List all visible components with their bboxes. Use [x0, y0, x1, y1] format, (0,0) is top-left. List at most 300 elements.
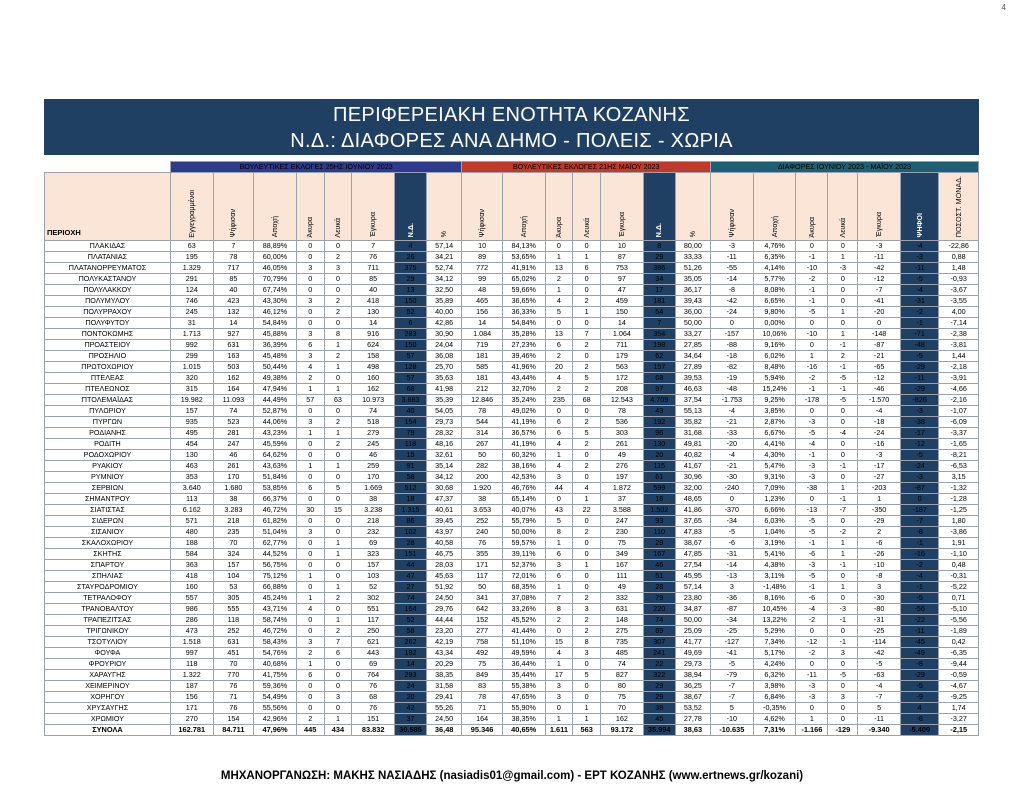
table-cell: 935: [170, 417, 213, 428]
diff-cell: 9,31%: [753, 472, 796, 483]
nd-vote-diff-cell: -7: [900, 516, 938, 527]
nd-votes-cell: 47: [395, 571, 427, 582]
diff-cell: -3,27: [939, 714, 979, 725]
table-cell: 27,23%: [502, 340, 545, 351]
nd-vote-diff-cell: -45: [900, 637, 938, 648]
diff-cell: -3,81: [939, 340, 979, 351]
column-header-label: Έγκυρα: [874, 212, 884, 238]
diff-cell: -26: [858, 549, 901, 560]
table-cell: 40,00: [427, 307, 462, 318]
diff-cell: -20: [858, 307, 901, 318]
diff-cell: -9,44: [939, 659, 979, 670]
table-cell: 80,00: [675, 241, 710, 252]
diff-cell: -3: [828, 604, 858, 615]
table-row: [45, 604, 979, 615]
diff-cell: -178: [796, 395, 828, 406]
diff-cell: -3: [796, 692, 828, 703]
column-header-row: [45, 173, 979, 241]
table-cell: 30,96: [675, 472, 710, 483]
table-cell: 2: [324, 307, 352, 318]
diff-cell: 4,76%: [753, 241, 796, 252]
diff-cell: -2,38: [939, 329, 979, 340]
region-name: ΣΚΑΛΟΧΩΡΙΟΥ: [45, 538, 171, 549]
table-cell: 418: [352, 296, 395, 307]
table-cell: 0: [296, 252, 324, 263]
column-header: [462, 173, 503, 241]
table-cell: 118: [170, 659, 213, 670]
nd-vote-diff-cell: -38: [900, 417, 938, 428]
table-cell: 78: [213, 252, 254, 263]
nd-vote-diff-cell: -1: [900, 582, 938, 593]
diff-cell: 1: [828, 538, 858, 549]
nd-votes-cell: 79: [395, 428, 427, 439]
diff-cell: -7,14: [939, 318, 979, 329]
nd-vote-diff-cell: -22: [900, 615, 938, 626]
table-cell: 1: [324, 615, 352, 626]
table-cell: 2: [324, 626, 352, 637]
table-cell: 0: [324, 285, 352, 296]
table-cell: 65,14%: [502, 494, 545, 505]
table-cell: 158: [352, 351, 395, 362]
nd-vote-diff-cell: -11: [900, 626, 938, 637]
diff-cell: -1: [796, 582, 828, 593]
table-row: [45, 637, 979, 648]
diff-cell: -5,10: [939, 604, 979, 615]
diff-cell: 0: [828, 593, 858, 604]
region-name: ΣΤΑΥΡΟΔΡΟΜΙΟΥ: [45, 582, 171, 593]
table-cell: 299: [170, 351, 213, 362]
region-name: ΡΟΔΙΑΝΗΣ: [45, 428, 171, 439]
table-cell: 23,20: [427, 626, 462, 637]
table-cell: 45,88%: [254, 329, 297, 340]
table-cell: 76: [462, 538, 503, 549]
region-name: ΠΟΛΥΡΡΑΧΟΥ: [45, 307, 171, 318]
table-cell: 40,07%: [502, 505, 545, 516]
table-cell: 0: [324, 494, 352, 505]
region-name: ΣΕΡΒΙΩΝ: [45, 483, 171, 494]
diff-cell: -114: [858, 637, 901, 648]
table-cell: 35,44%: [502, 670, 545, 681]
table-cell: 423: [213, 296, 254, 307]
column-header: [395, 173, 427, 241]
table-cell: 45,59%: [254, 439, 297, 450]
table-cell: 631: [213, 340, 254, 351]
diff-cell: -25: [711, 626, 754, 637]
diff-cell: 1: [828, 483, 858, 494]
table-cell: 80: [601, 681, 644, 692]
diff-cell: -5: [796, 428, 828, 439]
diff-cell: -19: [711, 373, 754, 384]
table-cell: 70: [213, 659, 254, 670]
table-cell: 35,82: [675, 417, 710, 428]
table-cell: 44,06%: [254, 417, 297, 428]
table-cell: 152: [462, 615, 503, 626]
diff-cell: 10,06%: [753, 329, 796, 340]
table-row: [45, 395, 979, 406]
nd-votes-cell: 151: [395, 549, 427, 560]
table-cell: 746: [170, 296, 213, 307]
table-cell: 45,63: [427, 571, 462, 582]
table-cell: 31: [170, 318, 213, 329]
column-header: [601, 173, 644, 241]
nd-vote-diff-cell: -5: [900, 351, 938, 362]
diff-cell: 0: [796, 406, 828, 417]
table-cell: 0: [545, 241, 573, 252]
table-cell: 315: [170, 384, 213, 395]
diff-cell: 0: [828, 626, 858, 637]
table-cell: 51,04%: [254, 527, 297, 538]
diff-cell: -13: [711, 571, 754, 582]
table-cell: 78: [601, 406, 644, 417]
diff-cell: 1,44: [939, 351, 979, 362]
table-cell: 49,02%: [502, 406, 545, 417]
table-cell: 93.172: [601, 725, 644, 736]
table-cell: 45,24%: [254, 593, 297, 604]
table-cell: 0: [324, 516, 352, 527]
table-cell: 58,74%: [254, 615, 297, 626]
table-cell: 57: [296, 395, 324, 406]
table-cell: 42,19: [427, 637, 462, 648]
table-cell: 170: [213, 472, 254, 483]
table-cell: 0: [573, 681, 601, 692]
table-cell: 55,90%: [502, 703, 545, 714]
diff-cell: 8,16%: [753, 593, 796, 604]
diff-cell: -1,48%: [753, 582, 796, 593]
table-row: [45, 516, 979, 527]
table-cell: 0: [296, 439, 324, 450]
table-cell: 0: [545, 626, 573, 637]
table-cell: 55,13: [675, 406, 710, 417]
diff-cell: -1.166: [796, 725, 828, 736]
table-cell: 0: [296, 516, 324, 527]
diff-cell: -1,10: [939, 549, 979, 560]
table-cell: 68: [352, 692, 395, 703]
table-cell: 43: [545, 505, 573, 516]
table-cell: 0: [296, 307, 324, 318]
table-cell: 349: [601, 549, 644, 560]
nd-votes-cell: 283: [395, 329, 427, 340]
nd-votes-cell: 57: [395, 373, 427, 384]
nd-votes-cell: 241: [643, 648, 675, 659]
nd-votes-cell: 198: [643, 340, 675, 351]
diff-cell: -34: [711, 516, 754, 527]
table-row: [45, 461, 979, 472]
diff-cell: 0: [828, 285, 858, 296]
table-cell: 2: [545, 351, 573, 362]
table-cell: 53: [213, 582, 254, 593]
diff-cell: 0: [828, 241, 858, 252]
table-cell: 1: [545, 659, 573, 670]
table-cell: 27,89: [675, 362, 710, 373]
table-row: [45, 241, 979, 252]
nd-vote-diff-cell: -3: [900, 472, 938, 483]
table-cell: 14: [213, 318, 254, 329]
table-cell: 557: [170, 593, 213, 604]
nd-votes-cell: 62: [643, 351, 675, 362]
diff-cell: -46: [858, 384, 901, 395]
table-cell: 148: [601, 615, 644, 626]
diff-cell: -1: [828, 461, 858, 472]
column-header-label: Λευκά: [581, 217, 591, 238]
table-cell: 43,63%: [254, 461, 297, 472]
region-name: ΧΟΡΗΓΟΥ: [45, 692, 171, 703]
diff-cell: 5,77%: [753, 274, 796, 285]
table-cell: 0: [573, 285, 601, 296]
nd-votes-cell: 68: [643, 373, 675, 384]
diff-cell: -0,59: [939, 670, 979, 681]
diff-cell: 7,31%: [753, 725, 796, 736]
table-cell: 24,50: [427, 593, 462, 604]
diff-cell: 0: [828, 681, 858, 692]
table-cell: 36,17: [675, 285, 710, 296]
diff-cell: -1.753: [711, 395, 754, 406]
table-cell: 157: [170, 406, 213, 417]
table-cell: 485: [601, 648, 644, 659]
nd-votes-cell: 46: [643, 560, 675, 571]
region-name: ΤΡΙΓΩΝΙΚΟΥ: [45, 626, 171, 637]
table-cell: 31,68: [675, 428, 710, 439]
table-cell: 43,34: [427, 648, 462, 659]
diff-cell: -31: [711, 549, 754, 560]
table-row: [45, 692, 979, 703]
table-cell: 29,76: [427, 604, 462, 615]
table-cell: 1: [545, 714, 573, 725]
nd-votes-cell: 18: [643, 494, 675, 505]
nd-votes-cell: 154: [395, 417, 427, 428]
diff-cell: -11: [796, 670, 828, 681]
region-name: ΠΟΛΥΚΑΣΤΑΝΟΥ: [45, 274, 171, 285]
diff-cell: 8,48%: [753, 362, 796, 373]
table-cell: 631: [601, 604, 644, 615]
table-cell: 523: [213, 417, 254, 428]
nd-votes-cell: 29: [643, 681, 675, 692]
table-cell: 7: [545, 593, 573, 604]
nd-vote-diff-cell: -3: [900, 252, 938, 263]
table-cell: 303: [601, 428, 644, 439]
table-cell: 52,74: [427, 263, 462, 274]
table-cell: 0: [296, 549, 324, 560]
nd-vote-diff-cell: -5: [900, 274, 938, 285]
region-name: ΣΚΗΤΗΣ: [45, 549, 171, 560]
table-cell: 764: [352, 670, 395, 681]
diff-cell: -5: [711, 527, 754, 538]
table-cell: 6: [545, 571, 573, 582]
nd-votes-cell: 35.994: [643, 725, 675, 736]
nd-votes-cell: 26: [395, 252, 427, 263]
region-name: ΡΥΑΚΙΟΥ: [45, 461, 171, 472]
table-cell: 1: [296, 571, 324, 582]
diff-cell: -5: [796, 307, 828, 318]
table-cell: 1: [545, 450, 573, 461]
nd-vote-diff-cell: -29: [900, 362, 938, 373]
table-cell: 6: [545, 428, 573, 439]
nd-votes-cell: 29: [643, 252, 675, 263]
diff-cell: 8,08%: [753, 285, 796, 296]
diff-cell: 0: [711, 494, 754, 505]
table-cell: 32,61: [427, 450, 462, 461]
table-cell: 2: [573, 461, 601, 472]
table-cell: 1: [545, 285, 573, 296]
table-cell: 3: [545, 472, 573, 483]
table-cell: 187: [170, 681, 213, 692]
table-cell: 1: [545, 582, 573, 593]
column-header-label: ΨΗΦΟΙ: [914, 212, 924, 238]
table-row: [45, 329, 979, 340]
table-cell: 0: [296, 285, 324, 296]
table-cell: 34,12: [427, 274, 462, 285]
diff-cell: -3: [858, 241, 901, 252]
table-cell: 8: [573, 637, 601, 648]
table-row: [45, 659, 979, 670]
table-cell: 0: [324, 274, 352, 285]
table-cell: 551: [352, 604, 395, 615]
table-cell: 38: [213, 494, 254, 505]
nd-votes-cell: 512: [395, 483, 427, 494]
table-cell: 59,57%: [502, 538, 545, 549]
table-cell: 95.346: [462, 725, 503, 736]
table-cell: 162: [601, 714, 644, 725]
table-cell: 1: [573, 307, 601, 318]
table-row: [45, 285, 979, 296]
nd-vote-diff-cell: -29: [900, 670, 938, 681]
table-cell: 49,81: [675, 439, 710, 450]
table-cell: 179: [601, 351, 644, 362]
diff-cell: 9,25%: [753, 395, 796, 406]
table-cell: 33,33: [675, 252, 710, 263]
table-cell: 827: [601, 670, 644, 681]
table-cell: 0: [296, 582, 324, 593]
diff-cell: -2: [796, 373, 828, 384]
table-cell: 480: [170, 527, 213, 538]
table-cell: 40,58: [427, 538, 462, 549]
diff-cell: -48: [711, 384, 754, 395]
diff-cell: -4: [796, 604, 828, 615]
table-cell: 87: [601, 252, 644, 263]
diff-cell: -4: [858, 681, 901, 692]
table-cell: 445: [296, 725, 324, 736]
diff-cell: 0,42: [939, 637, 979, 648]
table-cell: 2: [296, 714, 324, 725]
table-cell: 711: [601, 340, 644, 351]
table-cell: 1: [324, 582, 352, 593]
nd-votes-cell: 110: [643, 527, 675, 538]
nd-vote-diff-cell: -8: [900, 659, 938, 670]
region-name: ΠΟΛΥΛΑΚΚΟΥ: [45, 285, 171, 296]
table-cell: 17: [545, 670, 573, 681]
table-cell: 104: [213, 571, 254, 582]
table-cell: 2: [573, 439, 601, 450]
nd-votes-cell: 3.883: [395, 395, 427, 406]
table-row: [45, 714, 979, 725]
table-row: [45, 527, 979, 538]
table-cell: 47,37: [427, 494, 462, 505]
table-cell: 235: [545, 395, 573, 406]
table-cell: 6: [296, 340, 324, 351]
diff-cell: 3: [828, 692, 858, 703]
table-cell: 0: [296, 538, 324, 549]
table-cell: 14: [352, 318, 395, 329]
table-cell: 29,73: [675, 659, 710, 670]
nd-votes-cell: 97: [643, 384, 675, 395]
column-header-label: Έγκυρα: [368, 212, 378, 238]
nd-votes-cell: 29: [643, 692, 675, 703]
table-cell: 4: [296, 604, 324, 615]
diff-cell: 1: [796, 714, 828, 725]
diff-cell: -5,22: [939, 582, 979, 593]
table-cell: 0: [296, 703, 324, 714]
table-row: [45, 307, 979, 318]
diff-cell: -4: [828, 428, 858, 439]
table-cell: 66,37%: [254, 494, 297, 505]
table-cell: 41,86: [675, 505, 710, 516]
table-cell: 36,65%: [502, 296, 545, 307]
table-cell: 1: [324, 461, 352, 472]
table-cell: 35,14: [427, 461, 462, 472]
table-cell: 7: [324, 637, 352, 648]
nd-votes-cell: 24: [395, 681, 427, 692]
table-cell: 1: [573, 703, 601, 714]
diff-cell: 0: [828, 296, 858, 307]
table-cell: 65,02%: [502, 274, 545, 285]
nd-vote-diff-cell: -2: [900, 307, 938, 318]
region-name: ΧΡΥΣΑΥΓΗΣ: [45, 703, 171, 714]
region-name: ΣΗΜΑΝΤΡΟΥ: [45, 494, 171, 505]
nd-vote-diff-cell: 4: [900, 703, 938, 714]
table-cell: 1.518: [170, 637, 213, 648]
table-cell: 0: [296, 692, 324, 703]
nd-vote-diff-cell: -31: [900, 296, 938, 307]
nd-votes-cell: 58: [395, 472, 427, 483]
nd-vote-diff-cell: -48: [900, 340, 938, 351]
table-cell: 31,58: [427, 681, 462, 692]
diff-cell: 0: [828, 659, 858, 670]
table-cell: 54,05: [427, 406, 462, 417]
diff-cell: -11: [711, 252, 754, 263]
nd-vote-diff-cell: -826: [900, 395, 938, 406]
table-row: [45, 384, 979, 395]
diff-cell: -7: [711, 692, 754, 703]
diff-cell: 0: [828, 318, 858, 329]
table-cell: 84.711: [213, 725, 254, 736]
table-cell: 2: [324, 417, 352, 428]
table-cell: 157: [213, 560, 254, 571]
table-cell: 36,08: [427, 351, 462, 362]
table-cell: 286: [170, 615, 213, 626]
nd-vote-diff-cell: -8: [900, 714, 938, 725]
table-cell: 0: [545, 406, 573, 417]
nd-votes-cell: 1.502: [643, 505, 675, 516]
group-header-may: ΒΟΥΛΕΥΤΙΚΕΣ ΕΚΛΟΓΕΣ 21ΗΣ ΜΑΪΟΥ 2023: [462, 162, 711, 173]
table-cell: 35,63: [427, 373, 462, 384]
table-cell: 40,61: [427, 505, 462, 516]
diff-cell: -82: [711, 362, 754, 373]
table-cell: 76: [352, 252, 395, 263]
diff-cell: -8,21: [939, 450, 979, 461]
table-cell: 70,79%: [254, 274, 297, 285]
table-cell: 1.680: [213, 483, 254, 494]
region-name: ΠΟΝΤΟΚΩΜΗΣ: [45, 329, 171, 340]
table-cell: 50,00%: [502, 527, 545, 538]
nd-votes-cell: 220: [643, 604, 675, 615]
diff-cell: -11: [858, 252, 901, 263]
table-cell: 363: [170, 560, 213, 571]
table-cell: 563: [573, 725, 601, 736]
diff-cell: -11: [858, 714, 901, 725]
table-cell: 2: [324, 593, 352, 604]
diff-cell: -5: [796, 527, 828, 538]
column-header: [296, 173, 324, 241]
table-cell: 53,85%: [254, 483, 297, 494]
